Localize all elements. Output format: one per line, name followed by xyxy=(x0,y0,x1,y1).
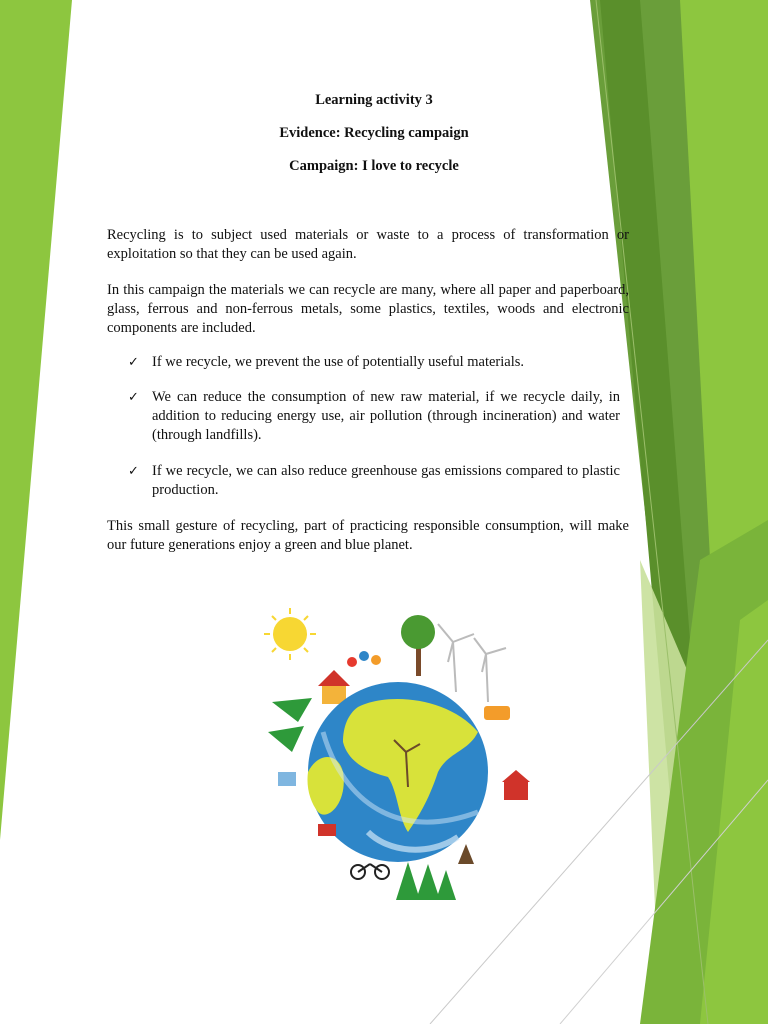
sun-icon xyxy=(264,608,316,660)
list-item xyxy=(128,462,620,500)
list-item xyxy=(128,353,620,372)
activity-title: Learning activity 3 xyxy=(315,92,433,108)
wind-turbine-icon xyxy=(438,624,506,702)
truck-icon xyxy=(318,824,336,836)
list-item-text: If we recycle, we can also reduce greenhouse gas emissions compared to plastic production. xyxy=(152,463,620,498)
list-item-text: We can reduce the consumption of new raw material, if we recycle daily, in addition to reducing energy use, air pollution (through incineration) and water (through landfills). xyxy=(152,389,620,443)
paragraph-definition: Recycling is to subject used materials or waste to a process of transformation or exploitation so that they can be used again. xyxy=(107,227,629,262)
paragraph-materials: In this campaign the materials we can recycle are many, where all paper and paperboard, glass, ferrous and non-ferrous metals, some plastics, textiles, woods and electronic components are included. xyxy=(107,282,629,336)
rocket-icon xyxy=(458,844,474,864)
closing-paragraph: This small gesture of recycling, part of practicing responsible consumption, will make our future generations enjoy a green and blue planet. xyxy=(107,518,629,553)
evidence-title: Evidence: Recycling campaign xyxy=(279,125,469,141)
checkmark-icon: ✓ xyxy=(128,464,139,479)
tree-icon xyxy=(401,615,435,676)
bicycle-icon xyxy=(351,864,389,879)
pine-trees-icon xyxy=(396,862,456,900)
flowers-icon xyxy=(347,651,381,667)
checkmark-icon: ✓ xyxy=(128,390,139,405)
house-icon xyxy=(318,670,350,704)
eco-globe-illustration-icon xyxy=(248,602,548,902)
fern-icon xyxy=(268,698,312,752)
checkmark-icon: ✓ xyxy=(128,355,139,370)
solar-panel-icon xyxy=(278,772,296,786)
list-item-text: If we recycle, we prevent the use of potentially useful materials. xyxy=(152,354,525,370)
list-item xyxy=(128,388,620,445)
barn-icon xyxy=(502,770,530,800)
car-icon xyxy=(484,706,510,720)
campaign-title: Campaign: I love to recycle xyxy=(289,158,459,174)
